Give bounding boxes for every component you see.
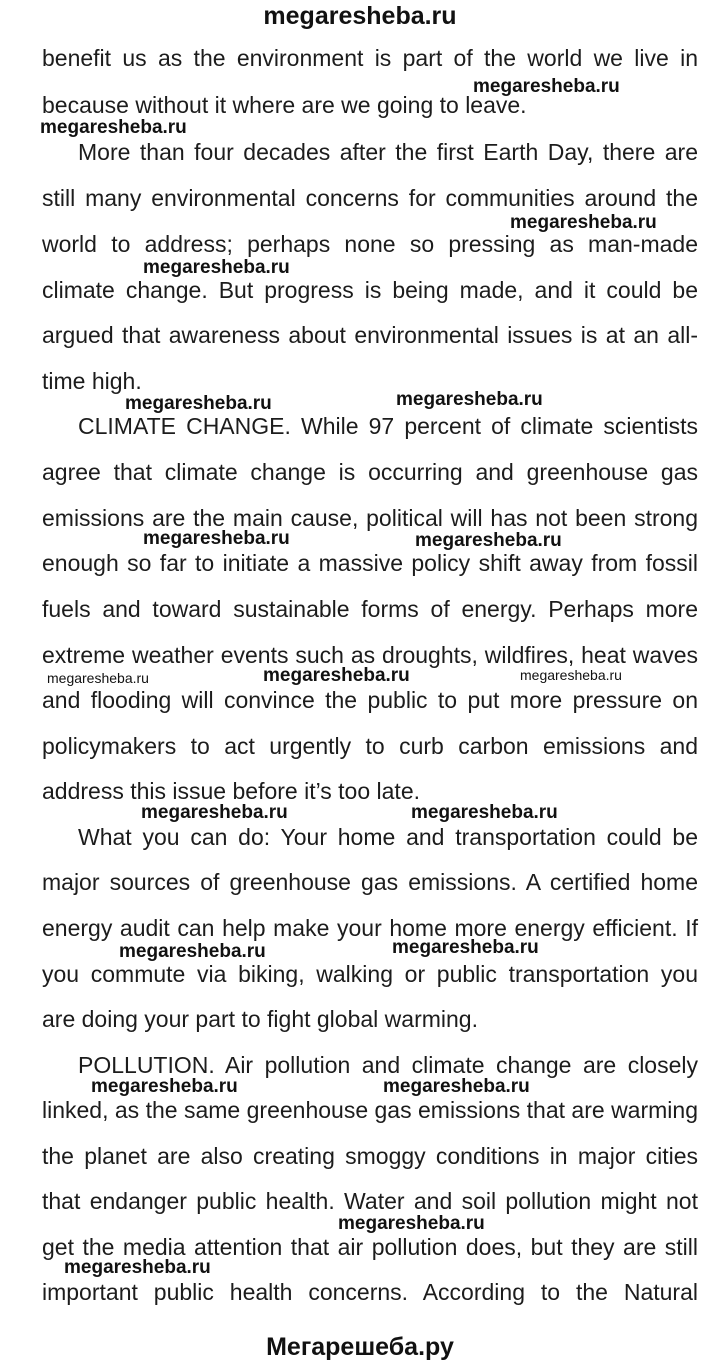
watermark: megaresheba.ru xyxy=(141,802,288,823)
text-line: linked, as the same greenhouse gas emissions that are warming xyxy=(42,1097,698,1123)
text-line: enough so far to initiate a massive policy shift away from fossil xyxy=(42,550,698,576)
watermark: megaresheba.ru xyxy=(125,393,272,414)
watermark: megaresheba.ru xyxy=(143,257,290,278)
text-line: major sources of greenhouse gas emissions. A certified home xyxy=(42,869,698,895)
watermark: megaresheba.ru xyxy=(396,389,543,410)
text-line: because without it where are we going to leave. xyxy=(42,92,527,118)
watermark: megaresheba.ru xyxy=(263,665,410,686)
header-site-title: megaresheba.ru xyxy=(263,2,457,30)
text-line: the planet are also creating smoggy conditions in major cities xyxy=(42,1143,698,1169)
text-line: important public health concerns. According to the Natural xyxy=(42,1279,698,1305)
watermark: megaresheba.ru xyxy=(338,1213,485,1234)
text-line: world to address; perhaps none so pressing as man-made xyxy=(42,231,698,257)
footer-site-title: Мегарешеба.ру xyxy=(266,1333,454,1361)
watermark: megaresheba.ru xyxy=(40,117,187,138)
text-line: policymakers to act urgently to curb carbon emissions and xyxy=(42,733,698,759)
watermark: megaresheba.ru xyxy=(143,528,290,549)
text-line: CLIMATE CHANGE. While 97 percent of climate scientists xyxy=(78,413,698,439)
text-line: emissions are the main cause, political will has not been strong xyxy=(42,505,698,531)
watermark: megaresheba.ru xyxy=(64,1257,211,1278)
text-line: fuels and toward sustainable forms of energy. Perhaps more xyxy=(42,596,698,622)
watermark: megaresheba.ru xyxy=(91,1076,238,1097)
text-line: address this issue before it’s too late. xyxy=(42,778,421,804)
watermark: megaresheba.ru xyxy=(119,941,266,962)
text-line: get the media attention that air pollution does, but they are still xyxy=(42,1234,698,1260)
watermark: megaresheba.ru xyxy=(411,802,558,823)
text-line: More than four decades after the first Earth Day, there are xyxy=(78,139,698,165)
text-line: are doing your part to fight global warming. xyxy=(42,1006,478,1032)
watermark: megaresheba.ru xyxy=(510,212,657,233)
text-line: and flooding will convince the public to put more pressure on xyxy=(42,687,698,713)
text-line: you commute via biking, walking or public transportation you xyxy=(42,961,698,987)
text-line: extreme weather events such as droughts, wildfires, heat waves xyxy=(42,642,698,668)
watermark: megaresheba.ru xyxy=(383,1076,530,1097)
text-line: benefit us as the environment is part of the world we live in xyxy=(42,45,698,71)
text-line: agree that climate change is occurring and greenhouse gas xyxy=(42,459,698,485)
text-line: climate change. But progress is being made, and it could be xyxy=(42,277,698,303)
watermark: megaresheba.ru xyxy=(47,670,149,686)
text-line: What you can do: Your home and transportation could be xyxy=(78,824,698,850)
watermark: megaresheba.ru xyxy=(520,667,622,683)
watermark: megaresheba.ru xyxy=(392,937,539,958)
text-line: energy audit can help make your home more energy efficient. If xyxy=(42,915,698,941)
text-line: time high. xyxy=(42,368,142,394)
text-line: argued that awareness about environmental issues is at an all- xyxy=(42,322,698,348)
text-line: that endanger public health. Water and soil pollution might not xyxy=(42,1188,698,1214)
watermark: megaresheba.ru xyxy=(415,530,562,551)
text-line: still many environmental concerns for communities around the xyxy=(42,185,698,211)
watermark: megaresheba.ru xyxy=(473,76,620,97)
text-line: POLLUTION. Air pollution and climate change are closely xyxy=(78,1052,698,1078)
